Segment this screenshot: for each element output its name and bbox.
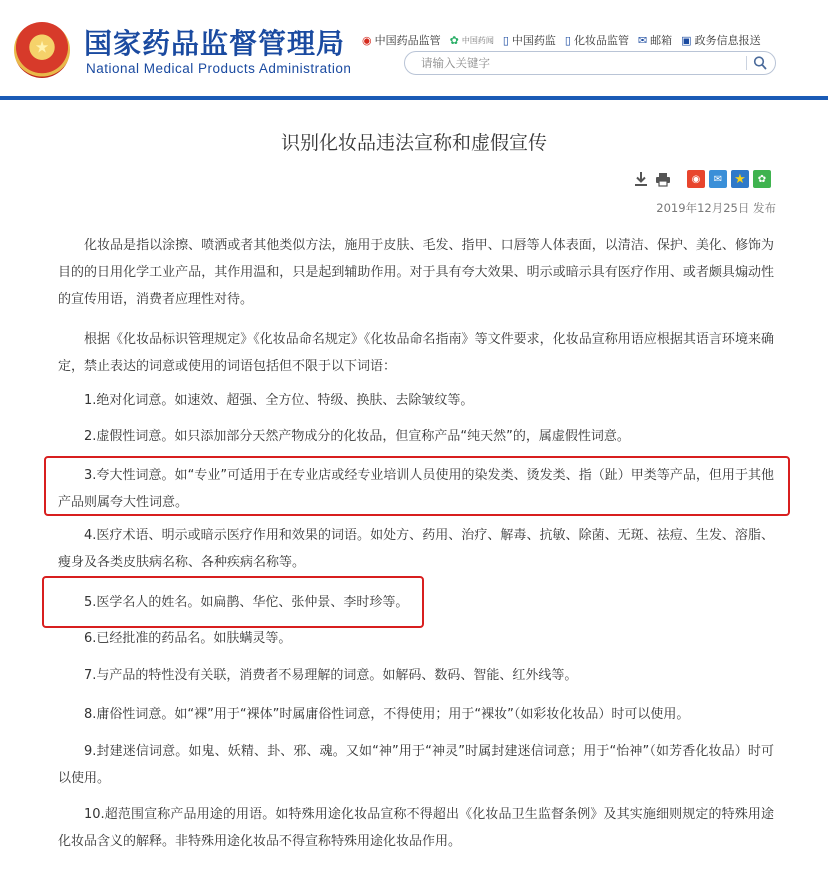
share-wechat-icon[interactable]: ✿	[753, 170, 771, 188]
publish-date: 2019年12月25日 发布	[656, 201, 776, 215]
phone-icon: ▯	[502, 33, 509, 47]
paragraph: 根据《化妆品标识管理规定》《化妆品命名规定》《化妆品命名指南》等文件要求，化妆品宣称用语应根据其语言环境来确定，禁止表达的词意或使用的词语包括但不限于以下词语：	[58, 332, 774, 374]
phone-icon: ▯	[564, 33, 571, 47]
link-mailbox[interactable]: ✉ 邮箱	[637, 33, 673, 47]
site-header	[0, 0, 828, 100]
list-item: 2.虚假性词意。如只添加部分天然产物成分的化妆品，但宣称产品“纯天然”的，属虚假性词意。	[84, 429, 630, 444]
monitor-icon: ▣	[681, 33, 692, 47]
share-qzone-icon[interactable]: ✉	[709, 170, 727, 188]
search-box	[404, 51, 776, 75]
link-mobile-cosmetics[interactable]: ▯ 化妆品监管	[564, 33, 629, 47]
article-tools	[632, 169, 775, 189]
search-divider	[746, 56, 747, 70]
link-mobile-nmpa[interactable]: ▯ 中国药监	[502, 33, 556, 47]
share-weibo-icon[interactable]: ◉	[687, 170, 705, 188]
top-links	[362, 30, 770, 50]
mail-icon: ✉	[637, 33, 648, 47]
download-icon[interactable]	[632, 171, 649, 188]
list-item: 9.封建迷信词意。如鬼、妖精、卦、邪、魂。又如“神”用于“神灵”时属封建迷信词意；用于“怡神”（如芳香化妆品）时可以使用。	[58, 744, 774, 786]
link-gov-info-report[interactable]: ▣ 政务信息报送	[681, 33, 761, 47]
list-item: 7.与产品的特性没有关联，消费者不易理解的词意。如解码、数码、智能、红外线等。	[84, 668, 578, 683]
highlight-box-item-3	[44, 456, 790, 516]
highlight-box-item-5	[42, 576, 424, 628]
link-weibo-nmpa[interactable]: ◉ 中国药品监管	[362, 33, 441, 47]
list-item: 10.超范围宣称产品用途的用语。如特殊用途化妆品宣称不得超出《化妆品卫生监督条例》及其实施细则规定的特殊用途化妆品含义的解释。非特殊用途化妆品不得宣称特殊用途化妆品作用。	[58, 807, 774, 849]
list-item: 8.庸俗性词意。如“裸”用于“裸体”时属庸俗性词意，不得使用；用于“裸妆”（如彩妆化妆品）时可以使用。	[84, 707, 690, 722]
print-icon[interactable]	[654, 171, 671, 188]
national-emblem-icon: ★	[14, 22, 70, 78]
list-item: 5.医学名人的姓名。如扁鹊、华佗、张仲景、李时珍等。	[84, 595, 409, 610]
agency-name-en: National Medical Products Administration	[86, 61, 352, 76]
list-item: 1.绝对化词意。如速效、超强、全方位、特级、换肤、去除皱纹等。	[84, 393, 474, 408]
link-wechat-news[interactable]: ✿ 中国药闻	[449, 33, 494, 47]
share-favorite-icon[interactable]: ★	[731, 170, 749, 188]
article-title: 识别化妆品违法宣称和虚假宣传	[280, 132, 547, 154]
search-icon[interactable]	[753, 55, 767, 71]
list-item: 4.医疗术语、明示或暗示医疗作用和效果的词语。如处方、药用、治疗、解毒、抗敏、除菌、无斑、祛痘、生发、溶脂、瘦身及各类皮肤病名称、各种疾病名称等。	[58, 528, 774, 570]
agency-name-cn[interactable]: 国家药品监督管理局	[84, 27, 346, 60]
paragraph: 化妆品是指以涂擦、喷洒或者其他类似方法，施用于皮肤、毛发、指甲、口唇等人体表面，以清洁、保护、美化、修饰为目的的日用化学工业产品，其作用温和，只是起到辅助作用。对于具有夸大效果、明示或暗示具有医疗作用、或者颇具煽动性的宣传用语，消费者应理性对待。	[58, 238, 774, 307]
header-divider-bar	[0, 96, 828, 100]
list-item: 3.夸大性词意。如“专业”可适用于在专业店或经专业培训人员使用的染发类、烫发类、指（趾）甲类等产品，但用于其他产品则属夸大性词意。	[58, 468, 774, 510]
weibo-icon: ◉	[362, 33, 372, 47]
search-input[interactable]	[421, 54, 741, 72]
wechat-icon: ✿	[449, 33, 459, 47]
list-item: 6.已经批准的药品名。如肤螨灵等。	[84, 631, 292, 646]
